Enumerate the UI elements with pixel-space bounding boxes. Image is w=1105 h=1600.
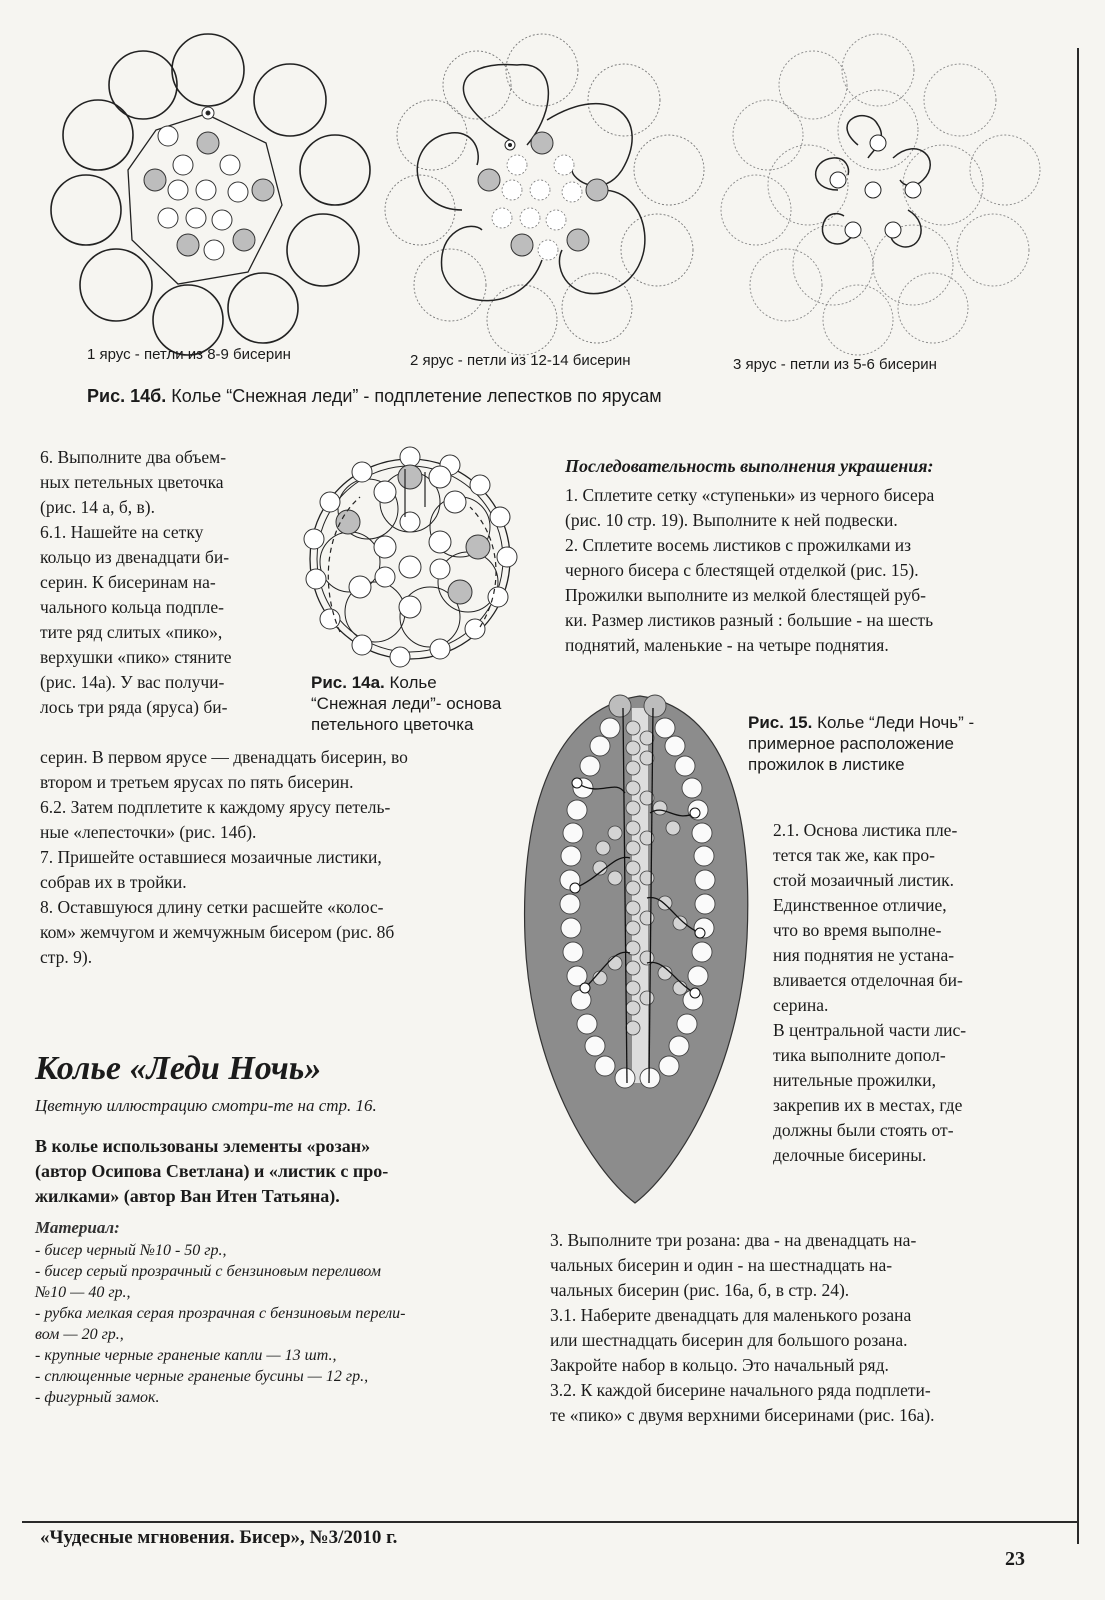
materials-list: - бисер черный №10 - 50 гр., - бисер серый прозрачный с бензиновым переливом №10 — 40 гр., - рубка мелкая серая прозрачная с бензиновым перели- вом — 20 гр., - крупные черные граненые капли — 13 шт., - сплющенные черные граненые бусины — 12 гр., - фигурный замок. xyxy=(35,1242,406,1406)
sequence-steps: 1. Сплетите сетку «ступеньки» из черного бисера (рис. 10 стр. 19). Выполните к ней подвески. 2. Сплетите восемь листиков с прожилками из черного бисера с блестящей отделкой (рис. 15). Прожилки выполните из мелкой блестящей руб- ки. Размер листиков разный : большие - на шесть поднятий, маленькие - на четыре поднятия. xyxy=(565,485,935,655)
figure14b-caption: Рис. 14б. Колье “Снежная леди” - подплетение лепестков по ярусам xyxy=(87,386,662,406)
authors-note: В колье использованы элементы «розан» (автор Осипова Светлана) и «листик с про- жилками» (автор Ван Итен Татьяна). xyxy=(35,1136,389,1206)
para-2-1: 2.1. Основа листика пле- тется так же, как про- стой мозаичный листик. Единственное отличие, что во время выполне- ния поднятия не устана- вливается отделочная би- серина. В центральной части лис- тика выполните допол- нительные прожилки, закрепив их в местах, где должны были стоять от- делочные бисерины. xyxy=(773,820,967,1165)
footer-rule xyxy=(22,1521,1079,1523)
vertical-rule xyxy=(1077,48,1079,1544)
figure14a-caption: Рис. 14а. Колье “Снежная леди”- основа петельного цветочка xyxy=(311,673,502,734)
para-6-cont: серин. В первом ярусе — двенадцать бисерин, во втором и третьем ярусах по пять бисерин. 6.2. Затем подплетите к каждому ярусу петель- ные «лепесточки» (рис. 14б). 7. Пришейте оставшиеся мозаичные листики, собрав их в тройки. 8. Оставшуюся длину сетки расшейте «колос- ком» жемчугом и жемчужным бисером (рис. 8б стр. 9). xyxy=(40,747,408,967)
sequence-title: Последовательность выполнения украшения: xyxy=(565,456,934,476)
diagram-tier3 xyxy=(718,40,1038,350)
tier1-label: 1 ярус - петли из 8-9 бисерин xyxy=(87,346,291,363)
figure15-caption: Рис. 15. Колье “Леди Ночь” - примерное расположение прожилок в листике xyxy=(748,713,975,774)
diagram-tier2 xyxy=(382,40,702,350)
page-number: 23 xyxy=(1005,1548,1025,1570)
diagram-leaf-15 xyxy=(515,688,765,1218)
section-subtitle: Цветную иллюстрацию смотри-те на стр. 16. xyxy=(35,1096,377,1115)
tier3-label: 3 ярус - петли из 5-6 бисерин xyxy=(733,356,937,373)
para-3: 3. Выполните три розана: два - на двенадцать на- чальных бисерин и один - на шестнадцать на- чальных бисерин (рис. 16а, б, в стр. 24). 3.1. Наберите двенадцать для маленького розана или шестнадцать бисерин для большого розана. Закройте набор в кольцо. Это начальный ряд. 3.2. К каждой бисерине начального ряда подплети- те «пико» с двумя верхними бисеринами (рис. 16а). xyxy=(550,1230,935,1425)
materials-label: Материал: xyxy=(35,1218,120,1237)
diagram-tier1 xyxy=(48,40,368,350)
footer-magazine: «Чудесные мгновения. Бисер», №3/2010 г. xyxy=(40,1527,398,1548)
section-title: Колье «Леди Ночь» xyxy=(35,1050,322,1087)
tier2-label: 2 ярус - петли из 12-14 бисерин xyxy=(410,352,631,369)
diagram-14a xyxy=(300,447,525,672)
para-6: 6. Выполните два объем- ных петельных цветочка (рис. 14 а, б, в). 6.1. Нашейте на сетку кольцо из двенадцати би- серин. К бисеринам на- чального кольца подпле- тите ряд слитых «пико», верхушки «пико» стяните (рис. 14а). У вас получи- лось три ряда (яруса) би- xyxy=(40,447,232,717)
